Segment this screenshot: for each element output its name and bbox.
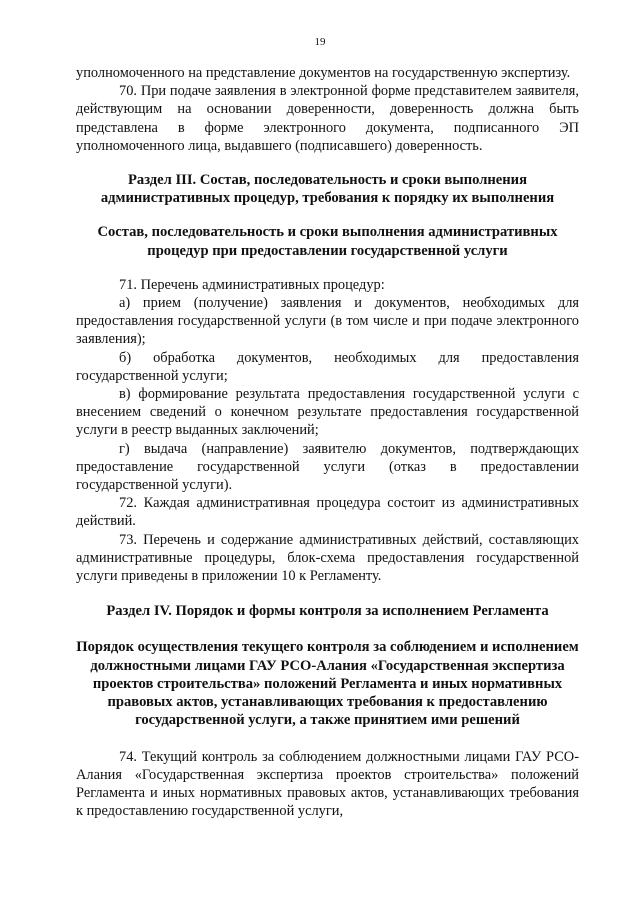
section-3-heading: Раздел III. Состав, последовательность и сроки выполнения административных процедур, требования к порядку их выполнения — [100, 172, 555, 207]
page-number: 19 — [314, 36, 326, 48]
list-item-b: б) обработка документов, необходимых для предоставления государственной услуги; — [76, 349, 579, 384]
list-item-v: в) формирование результата предоставления государственной услуги с внесением сведений о конечном результате предоставления государственной услуги в реестр выданных заключений; — [76, 386, 579, 439]
paragraph-74: 74. Текущий контроль за соблюдением должностными лицами ГАУ РСО-Алания «Государственная экспертиза проектов строительства» положений Регламента и иных нормативных правовых актов, устанавливающих требования к предоставлению государственной услуги, — [76, 748, 579, 820]
paragraph-73: 73. Перечень и содержание административных действий, составляющих административные процедуры, блок-схема предоставления государственной услуги приведены в приложении 10 к Регламенту. — [76, 531, 579, 585]
section-4-subheading: Порядок осуществления текущего контроля за соблюдением и исполнением должностными лицами ГАУ РСО-Алания «Государственная экспертиза проектов строительства» положений Регламента и иных нормативных правовых актов, устанавливающих требования к предоставлению государственной услуги, а также принятием ими решений — [76, 639, 579, 729]
paragraph-72: 72. Каждая административная процедура состоит из административных действий. — [76, 495, 579, 530]
section-4-heading: Раздел IV. Порядок и формы контроля за исполнением Регламента — [106, 603, 549, 620]
section-3-subheading: Состав, последовательность и сроки выполнения административных процедур при предоставлении государственной услуги — [97, 224, 558, 259]
list-item-g: г) выдача (направление) заявителю документов, подтверждающих предоставление государственной услуги (отказ в предоставлении государственной услуги). — [76, 440, 579, 494]
paragraph-71: 71. Перечень административных процедур: — [119, 276, 385, 293]
page-content — [76, 64, 579, 820]
paragraph-70: 70. При подаче заявления в электронной форме представителем заявителя, действующим на основании доверенности, доверенность должна быть представлена в форме электронного документа, подписанного ЭП уполномоченного лица, выдавшего (подписавшего) доверенность. — [76, 83, 579, 154]
list-item-a: а) прием (получение) заявления и документов, необходимых для предоставления государственной услуги (в том числе и при подаче электронного заявления); — [76, 295, 579, 348]
paragraph-continued: уполномоченного на представление документов на государственную экспертизу. — [76, 65, 571, 81]
procedures-list — [76, 276, 579, 585]
